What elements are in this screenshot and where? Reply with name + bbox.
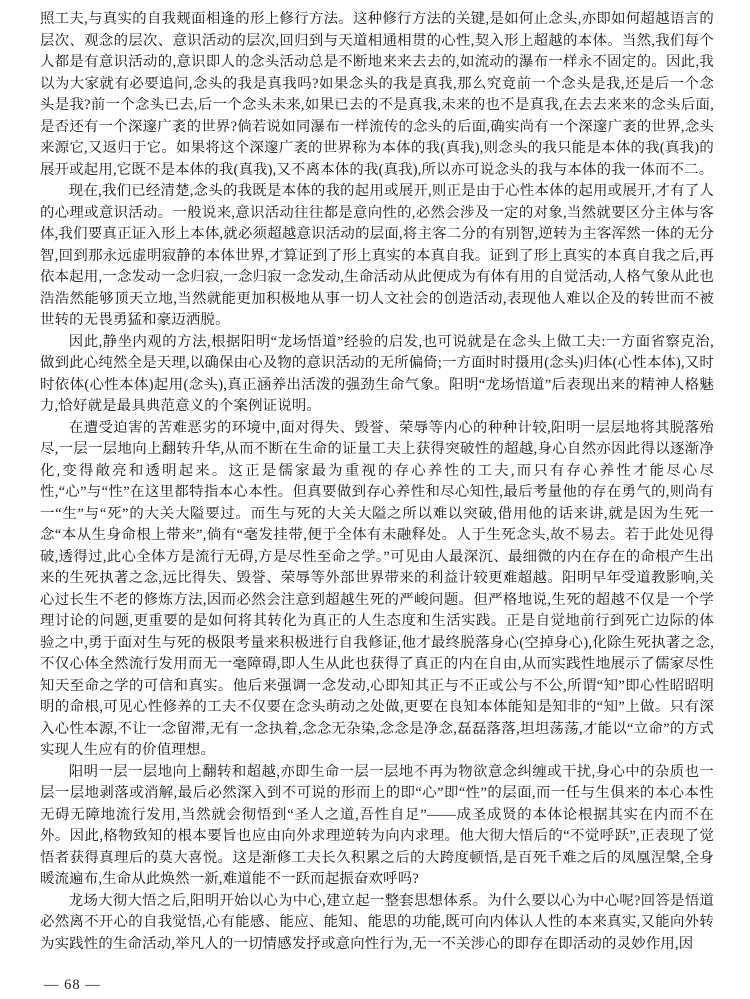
paragraph-6: 龙场大彻大悟之后,阳明开始以心为中心,建立起一整套思想体系。为什么要以心为中心呢?回答是悟道必然离不开心的自我觉悟,心有能感、能应、能知、能思的功能,既可向内体认人性的本来真实,又能向外转为实践性的生命活动,举凡人的一切情感发抒或意向性行为,无一不关涉心的即存在即活动的灵妙作用,因 bbox=[40, 892, 714, 952]
paragraph-1: 照工夫,与真实的自我觌面相逢的形上修行方法。这种修行方法的关键,是如何止念头,亦即如何超越语言的层次、观念的层次、意识活动的层次,回归到与天道相通相贯的心性,契入形上超越的本体。当然,我们每个人都是有意识活动的,意识即人的念头活动总是不断地来来去去的,如流动的瀑布一样永不固定的。因此,我以为大家就有必要追问,念头的我是真我吗?如果念头的我是真我,那么究竟前一个念头是我,还是后一个念头是我?前一个念头已去,后一个念头未来,如果已去的不是真我,未来的也不是真我,在去去来来的念头后面,是否还有一个深邃广袤的世界?倘若说如同瀑布一样流传的念头的后面,确实尚有一个深邃广袤的世界,念头来源它,又返归于它。如果将这个深邃广袤的世界称为本体的我(真我),则念头的我只能是本体的我(真我)的展开或起用,它既不是本体的我(真我),又不离本体的我(真我),所以亦可说念头的我与本体的我一体而不二。 bbox=[40, 11, 714, 178]
page-number: — 68 — bbox=[44, 977, 101, 993]
paragraph-4: 在遭受迫害的苦难恶劣的环境中,面对得失、毁誉、荣辱等内心的种种计较,阳明一层层地将其脱落殆尽,一层一层地向上翻转升华,从而不断在生命的证量工夫上获得突破性的超越,身心自然亦因此得以逐渐净化,变得敞亮和透明起来。这正是儒家最为重视的存心养性的工夫,而只有存心养性才能尽心尽性,“心”与“性”在这里都特指本心本性。但真要做到存心养性和尽心知性,最后考量他的存在勇气的,则尚有一“生”与“死”的大关大隘要过。而生与死的大关大隘之所以难以突破,借用他的话来讲,就是因为生死一念“本从生身命根上带来”,倘有“毫发挂带,便于全体有未融释处。人于生死念头,故不易去。若于此处见得破,透得过,此心全体方是流行无碍,方是尽性至命之学。”可见由人最深沉、最细微的内在存在的命根产生出来的生死执著之念,远比得失、毁誉、荣辱等外部世界带来的利益计较更难超越。阳明早年受道教影响,关心过长生不老的修炼方法,因而必然会注意到超越生死的严峻问题。但严格地说,生死的超越不仅是一个学理讨论的问题,更重要的是如何将其转化为真正的人生态度和生活实践。正是自觉地前行到死亡边际的体验之中,勇于面对生与死的极限考量来积极进行自我修证,他才最终脱落身心(空掉身心),化除生死执著之念,不仅心体全然流行发用而无一毫障碍,即人生从此也获得了真正的内在自由,从而实践性地展示了儒家尽性知天至命之学的可信和真实。他后来强调一念发动,心即知其正与不正或公与不公,所谓“知”即心性昭昭明明的命根,可见心性修养的工夫不仅要在念头萌动之处做,更要在良知本体能知是知非的“知”上做。只有深入心性本源,不让一念留滞,无有一念执着,念念无杂染,念念是净念,磊磊落落,坦坦荡荡,才能以“立命”的方式实现人生应有的价值理想。 bbox=[40, 419, 714, 758]
paragraph-5: 阳明一层一层地向上翻转和超越,亦即生命一层一层地不再为物欲意念纠缠或干扰,身心中的杂质也一层一层地剥落或消解,最后必然深入到不可说的形而上的即“心”即“性”的层面,而一任与生俱来的本心本性无碍无障地流行发用,当然就会彻悟到“圣人之道,吾性自足”——成圣成贤的本体论根据其实在内而不在外。因此,格物致知的根本要旨也应由向外求理逆转为向内求理。他大彻大悟后的“不觉呼跃”,正表现了觉悟者获得真理后的莫大喜悦。这是渐修工夫长久积累之后的大跨度顿悟,是百死千难之后的凤凰涅槃,全身暖流遍布,生命从此焕然一新,难道能不一跃而起振奋欢呼吗? bbox=[40, 763, 714, 887]
paragraph-3: 因此,静坐内观的方法,根据阳明“龙场悟道”经验的启发,也可说就是在念头上做工夫:一方面省察克治,做到此心纯然全是天理,以确保由心及物的意识活动的无所偏倚;一方面时时摄用(念头)归体(心性本体),又时时依体(心性本体)起用(念头),真正涵养出活泼的强劲生命气象。阳明“龙场悟道”后表现出来的精神人格魅力,恰好就是最具典范意义的个案例证说明。 bbox=[40, 333, 714, 414]
paragraph-2: 现在,我们已经清楚,念头的我既是本体的我的起用或展开,则正是由于心性本体的起用或展开,才有了人的心理或意识活动。一般说来,意识活动往往都是意向性的,必然会涉及一定的对象,当然就要区分主体与客体,我们要真正证入形上本体,就必须超越意识活动的层面,将主客二分的有别智,逆转为主客浑然一体的无分智,回到那永远虚明寂静的本体世界,才算证到了形上真实的本真自我。证到了形上真实的本真自我之后,再依本起用,一念发动一念归寂,一念归寂一念发动,生命活动从此便成为有体有用的自觉活动,人格气象从此也浩浩然能够顶天立地,当然就能更加积极地从事一切人文社会的创造活动,表现他人难以企及的转世而不被世转的无畏勇猛和豪迈洒脱。 bbox=[40, 183, 714, 328]
body-text bbox=[40, 9, 714, 955]
